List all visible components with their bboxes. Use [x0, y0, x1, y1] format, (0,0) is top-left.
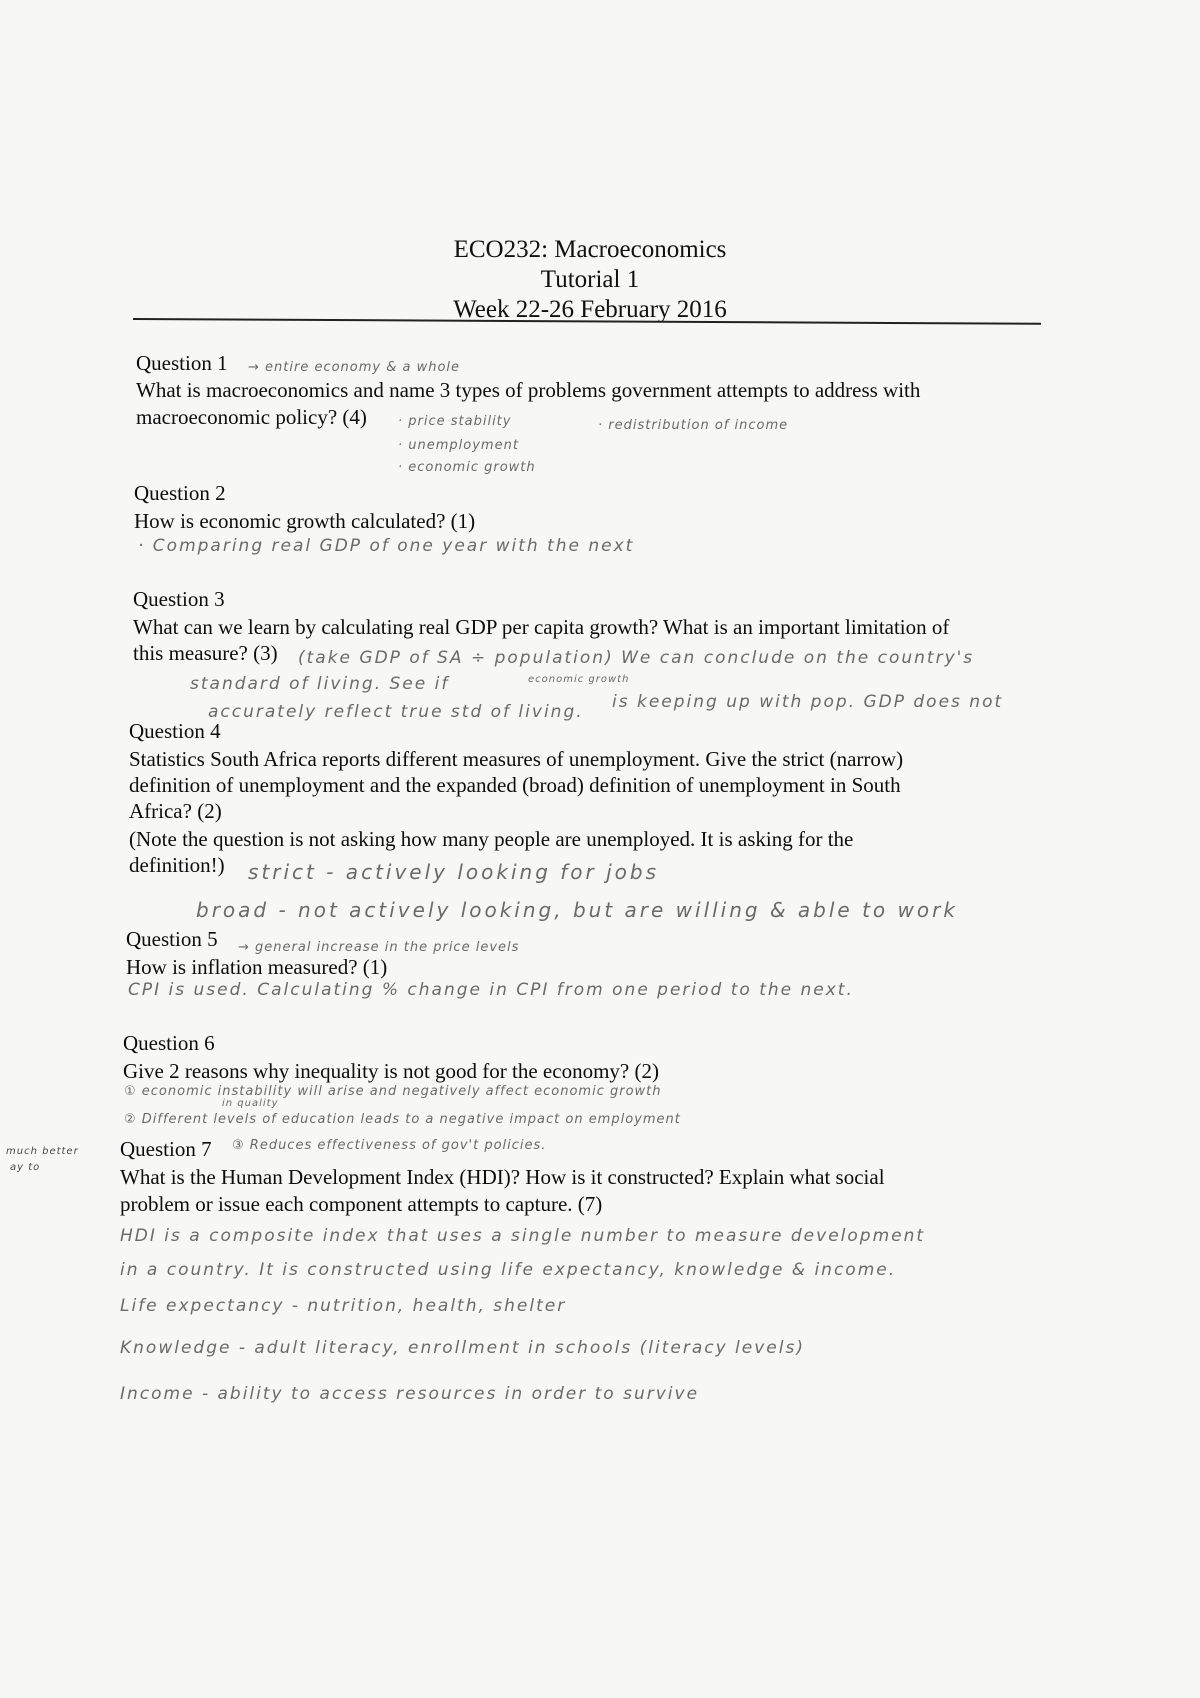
- question-5-line-1: How is inflation measured? (1): [126, 955, 388, 979]
- question-6-line-1: Give 2 reasons why inequality is not good for the economy? (2): [123, 1059, 659, 1083]
- question-1-note-5: · economic growth: [398, 460, 536, 475]
- tutorial-number: Tutorial 1: [540, 266, 640, 293]
- question-6-note-4: ③ Reduces effectiveness of gov't policies.: [232, 1138, 547, 1153]
- question-1-note-1: → entire economy & a whole: [248, 360, 461, 375]
- question-2-line-1: How is economic growth calculated? (1): [134, 509, 476, 533]
- question-4-label: Question 4: [129, 719, 221, 743]
- margin-note-2: ay to: [10, 1162, 41, 1173]
- question-6-note-1: ① economic instability will arise and negatively affect economic growth: [124, 1084, 662, 1099]
- margin-note-1: much better: [6, 1146, 79, 1157]
- course-title: ECO232: Macroeconomics: [453, 236, 727, 263]
- question-3-label: Question 3: [133, 587, 225, 611]
- question-1-note-4: · unemployment: [398, 438, 519, 453]
- question-4-note-2: broad - not actively looking, but are willing & able to work: [196, 898, 958, 922]
- question-3-note-2: standard of living. See if: [190, 674, 450, 694]
- question-6-note-3: ② Different levels of education leads to a negative impact on employment: [124, 1112, 681, 1127]
- question-7-note-5: Income - ability to access resources in order to survive: [120, 1384, 700, 1404]
- question-7-note-4: Knowledge - adult literacy, enrollment in schools (literacy levels): [120, 1338, 805, 1358]
- question-3-line-1: What can we learn by calculating real GDP per capita growth? What is an important limitation of: [133, 615, 950, 639]
- question-1-line-2: macroeconomic policy? (4): [136, 405, 367, 429]
- question-7-note-3: Life expectancy - nutrition, health, shelter: [120, 1296, 567, 1316]
- question-1-label: Question 1: [136, 351, 228, 375]
- question-5-note-1: → general increase in the price levels: [238, 940, 520, 955]
- week-date: Week 22-26 February 2016: [453, 296, 727, 323]
- question-3-note-5: accurately reflect true std of living.: [208, 702, 584, 722]
- question-4-line-2: definition of unemployment and the expanded (broad) definition of unemployment in South: [129, 773, 901, 797]
- question-7-note-2: in a country. It is constructed using life expectancy, knowledge & income.: [120, 1260, 897, 1280]
- question-2-note-1: · Comparing real GDP of one year with the next: [138, 536, 635, 556]
- question-7-line-2: problem or issue each component attempts to capture. (7): [120, 1192, 603, 1216]
- question-7-label: Question 7: [120, 1137, 212, 1161]
- question-1-line-1: What is macroeconomics and name 3 types of problems government attempts to address with: [136, 378, 921, 402]
- question-7-note-1: HDI is a composite index that uses a single number to measure development: [120, 1226, 926, 1246]
- question-4-note-1: strict - actively looking for jobs: [248, 860, 660, 884]
- question-4-line-4: (Note the question is not asking how many people are unemployed. It is asking for the: [129, 827, 854, 851]
- question-5-note-2: CPI is used. Calculating % change in CPI from one period to the next.: [128, 980, 854, 1000]
- question-3-note-3: economic growth: [528, 674, 630, 685]
- question-3-line-2: this measure? (3): [133, 641, 278, 665]
- question-4-line-1: Statistics South Africa reports different measures of unemployment. Give the strict (narrow): [129, 747, 904, 771]
- question-1-note-2: · price stability: [398, 414, 512, 429]
- question-5-label: Question 5: [126, 927, 218, 951]
- question-6-note-2: in quality: [222, 1098, 279, 1109]
- question-3-note-1: (take GDP of SA ÷ population) We can conclude on the country's: [298, 648, 975, 668]
- question-3-note-4: is keeping up with pop. GDP does not: [612, 692, 1004, 712]
- question-2-label: Question 2: [134, 481, 226, 505]
- question-1-note-3: · redistribution of income: [598, 418, 789, 433]
- question-4-line-5: definition!): [129, 853, 225, 877]
- question-7-line-1: What is the Human Development Index (HDI)? How is it constructed? Explain what social: [120, 1165, 885, 1189]
- question-4-line-3: Africa? (2): [129, 799, 222, 823]
- question-6-label: Question 6: [123, 1031, 215, 1055]
